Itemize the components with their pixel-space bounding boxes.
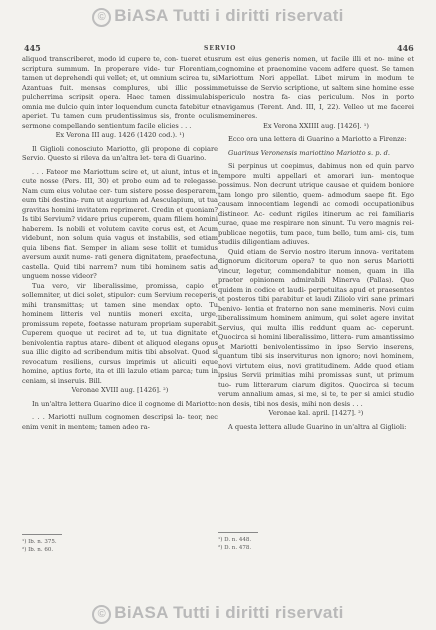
paragraph: . . . Mariotti nullum cognomen descripsi la- teor, nec enim venit in mentem; tamen adeo ra- (22, 413, 218, 431)
footnote: ²) D. n. 478. (218, 545, 252, 551)
watermark-top (0, 6, 436, 27)
paragraph: Ecco ora una lettera di Guarino a Mariotto a Firenze: (228, 135, 407, 143)
paragraph: Il Giglioli conosciuto Mariotto, gli propone di copiare Servio. Questo si rileva da un'altra let- tera di Guarino. (22, 144, 218, 162)
paragraph: Quid etiam de Servio nostro iterum innova- veritatem dignorum dicitorum opera? te quo non serus Mariotti vincur, legetur, commendabitur nomen, quam in illa praeter opinionem admirabili Minerva (Pallas). Quo quidem in codice et laudi- perpetuitas apud et praesentes et posteros tibi parabitur et laudi Ziliolo viri sane primari benivo- lentia et fraterno non sane memineris. Novi cuim liberalissimum hominem animum, qui solet agere invitat Servius, qui multa illis reddunt quam ac- ceperunt. Quocirca si homini liberalissimo, littera- rum amantissimo et Mariotti benivolentissimo in ipso Servio inserens, quantum tibi sis inserviturus non ignoro; novi hominem, novi virtutem eius, novi gratitudinem. Adde quod etiam ipsius Servii primitias mihi promissas sunt, ut primum tuo- rum litterarum ciarum digitos. Quocirca si tecum verum annalium amas, si me, si te, te per si amici studio non desis, tibi nos desis, mihi non desis . . . (218, 247, 414, 408)
paragraph: Guarinus Veronensis mariottino Mariotto s. p. d. (228, 148, 390, 157)
paragraph: rum est eius generis nomen, ut facile illi et no- mine et cognomine et praenomine vacem adfere quest. Se tamen Mariottum Nori appellat. Libet mirum in modum te metuisse de Servio scriptione, ut saltem sine homine esse periculo nostra fa- cias periculum. Nos in porto navigamus (Terent. And. III, I, 22). Velleo ut me facerei memineres. (218, 55, 414, 120)
watermark-top-text: BiASA Tutti i diritti riservati (114, 6, 344, 25)
right-page-number: 446 (397, 43, 414, 53)
seal-icon: © (92, 8, 111, 27)
left-page-number: 445 (24, 43, 41, 53)
paragraph: Ex Verona III aug. 1426 (1420 cod.). ¹) (55, 131, 185, 139)
watermark-bottom (0, 603, 436, 624)
left-footnotes (22, 538, 102, 554)
running-title: SERVIO (204, 45, 237, 52)
footnote: ²) Ib. n. 60. (22, 547, 54, 553)
footnote: ¹) Ib. n. 375. (22, 539, 57, 545)
seal-icon: © (92, 605, 111, 624)
paragraph: Si perpinus ut coepimus, dabimus non ed quin parvo tempore multi appellari et amorari iun- mentoque possimus. Non decrunt utrique causae et quidem boniore tam longo pro silentio, quem- admodum saepe fit. Ego causam innocentiam legendi ac comodi occupationibus distineor. Ac- cedunt rigiles itinerum ac rei familiaris curae, quae me respirare non sinunt. Tu vero magnis rei- publicae negotiis, tum pace, tum bello, tum ami- cis, tum studiis diligentiam adiuves. (218, 162, 414, 246)
footnote-rule-right (218, 532, 258, 533)
right-footnotes (218, 536, 298, 552)
paragraph: Ex Verona XXIIII aug. [1426]. ¹) (263, 121, 369, 130)
footnote-rule-left (22, 534, 62, 535)
right-text-column (218, 55, 414, 432)
paragraph: Veronae XVIII aug. [1426]. ²) (71, 386, 169, 394)
footnote: ¹) D. n. 448. (218, 537, 252, 543)
paragraph: aliquod transcriberet, modo id cupere te, con- tueret etus scriptura summum. In properare vide- tur Florentiam, tamen ut deprehendi qui vellet; et, ut omnium scirea tu, si Azantuas fuit. mensas complures, ubi illic possim pulcherrima scripsit opera. Haec tamen dissimulabis omnia me dulcio quin inter loquendum cuncta fatebitur et aperiet. Tu tamen cum prudentissimus sis, fronte oculis sermone compellando sentientum facile elicies . . . (22, 55, 218, 130)
paragraph: In un'altra lettera Guarino dice il cognome di Mariotto: (32, 399, 218, 408)
left-text-column (22, 55, 218, 432)
paragraph: Veronae kal. april. [1427]. ²) (268, 409, 364, 417)
paragraph: A questa lettera allude Guarino in un'altra al Giglioli: (228, 422, 407, 431)
watermark-bottom-text: BiASA Tutti i diritti riservati (114, 603, 344, 622)
paragraph: . . . Fateor me Mariottum scire et, ut aiunt, intus et in cute nosse (Pers. III, 30) et probo eum ad te relegasse. Nam cum eius volutae cer- tum sistere posse desperarem, eum tibi destina- rum ut augurium ad Aesculapium, ut tua gravitas homini invitatem reprimeret. Credin et quoniam? Is tibi Servium? vidare prius cuperem, quam filiem homini haberem. Is nobili et volutem cavite corus est, et Acum videbunt, non solum quia vagus et instabilis, sed etiam quia libens fiat. Semper in aliam sese tollit et tumidus aversum auxit nume- rati genera dignitatem, praefectuna, castella. Quid tibi narrem? num tibi hominem satis ad unguem nosse videor? (22, 167, 218, 280)
paragraph: Tua vero, vir liberalissime, promissa, capio et sollemniter, ut dici solet, stipulor: cum Servium receperis, mihi transmittas; ut tamen sine mendax opto. Tu hominem litteris vel nuntiis moneri excita, urge, promissum repete, foetasse naturam propriam superabit. Cuperem quoque ut reciret ad te, ut tua dignitate et benivolentia raptus atare- dibent et aliquod elegans opus sua illic digito ad scribendum mitis tibi absolvat. Quod si revocatum resiliens, cursus imprimis ut alicuiti eque homine, aptius forte, ita et illi lazulo etiam parca; tum in ceniam, si inseruis. Bill. (22, 281, 218, 385)
